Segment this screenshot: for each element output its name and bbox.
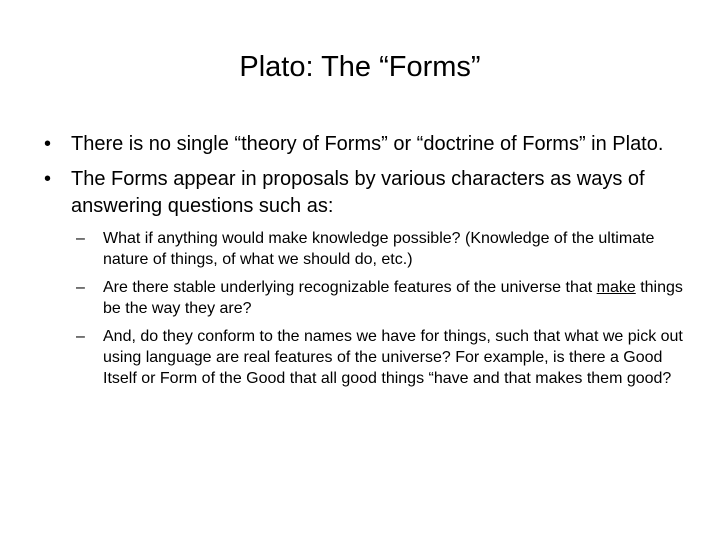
- sub-bullet-text: And, do they conform to the names we have for things, such that what we pick out using language are real features of the universe? For example, is there a Good Itself or Form of the Good that all good things “have and that makes them good?: [103, 328, 683, 387]
- bullet-marker: •: [44, 168, 52, 190]
- bullet-text: There is no single “theory of Forms” or “doctrine of Forms” in Plato.: [71, 133, 664, 155]
- bullet-item: [44, 166, 694, 220]
- sub-bullet-item: [44, 228, 698, 270]
- sub-bullet-marker: –: [76, 230, 85, 247]
- sub-bullet-text-after: things be the way they are?: [103, 279, 683, 317]
- sub-bullet-text-before: Are there stable underlying recognizable features of the universe that: [103, 279, 597, 296]
- sub-bullet-item: [44, 326, 698, 389]
- sub-bullet-marker: –: [76, 328, 85, 345]
- bullet-marker: •: [44, 133, 52, 155]
- sub-bullet-text: What if anything would make knowledge possible? (Knowledge of the ultimate nature of things, of what we should do, etc.): [103, 230, 655, 268]
- sub-bullet-item: [44, 277, 698, 319]
- underlined-word: make: [596, 279, 636, 296]
- sub-bullet-marker: –: [76, 279, 85, 296]
- bullet-text: The Forms appear in proposals by various characters as ways of answering questions such as:: [71, 168, 645, 217]
- bullet-item: [44, 131, 694, 158]
- slide-body: [44, 131, 694, 396]
- slide-title: Plato: The “Forms”: [239, 51, 481, 83]
